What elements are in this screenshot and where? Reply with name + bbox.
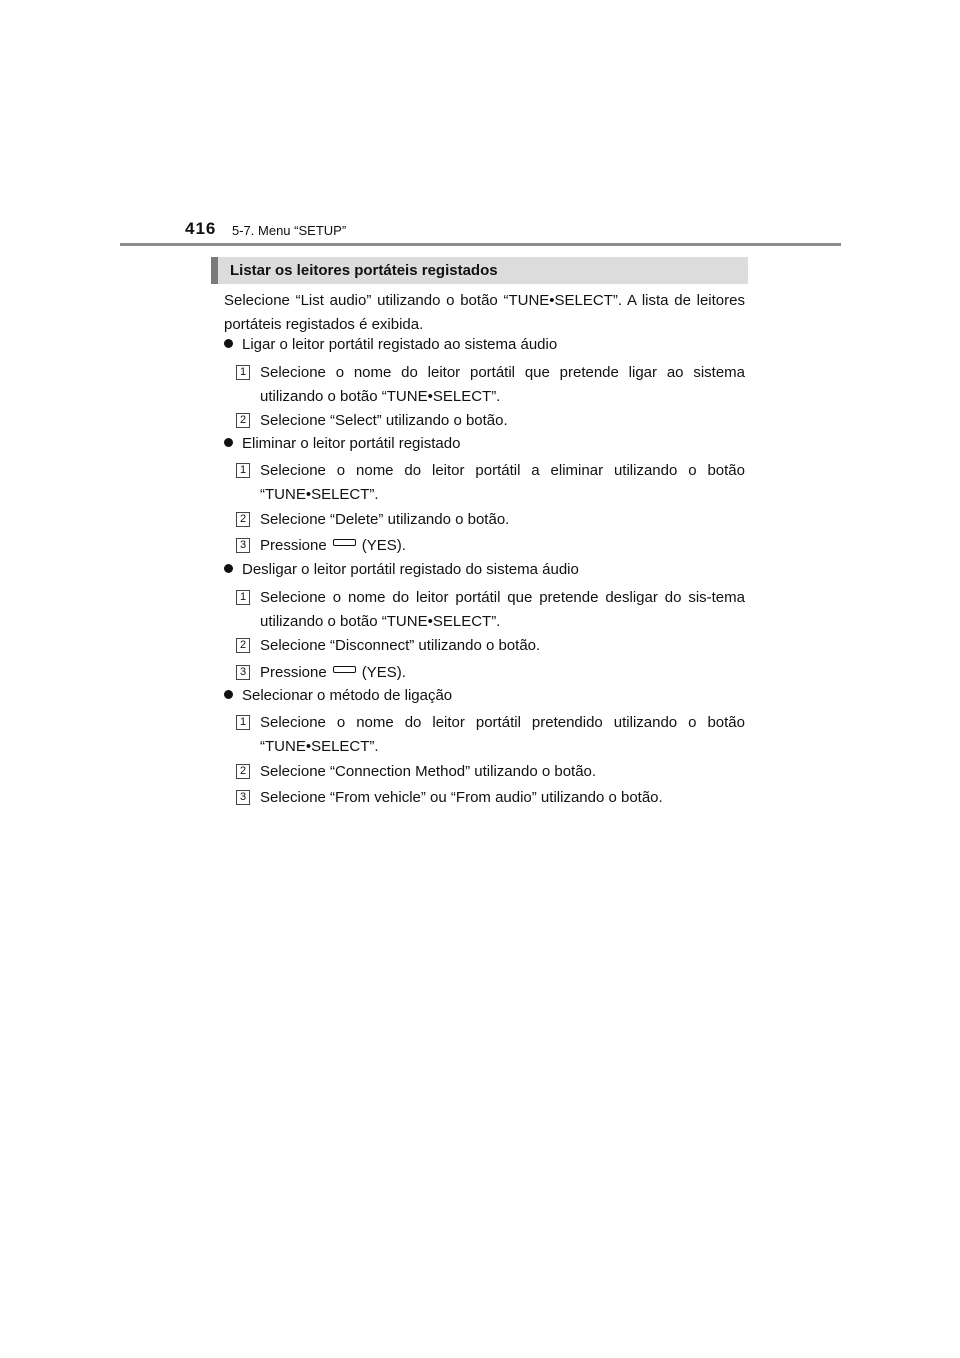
step [236, 508, 745, 532]
step-text: Selecione o nome do leitor portátil que pretende ligar ao sistema utilizando o botão “TUNE•SELECT”. [260, 364, 745, 405]
step [236, 361, 745, 409]
step-number-badge: 3 [236, 665, 250, 680]
rectangular-button-icon [333, 539, 356, 546]
step-number-badge: 2 [236, 512, 250, 527]
step-number-badge: 1 [236, 715, 250, 730]
running-header: 5-7. Menu “SETUP” [232, 223, 347, 238]
bullet-item [224, 333, 557, 357]
step-text: Selecione o nome do leitor portátil que pretende desligar do sis-tema utilizando o botão “TUNE•SELECT”. [260, 589, 745, 630]
step-number-badge: 2 [236, 413, 250, 428]
bullet-title: Eliminar o leitor portátil registado [242, 435, 461, 452]
step-number-badge: 3 [236, 538, 250, 553]
step-text: Selecione “From vehicle” ou “From audio” utilizando o botão. [260, 789, 663, 806]
rectangular-button-icon [333, 666, 356, 673]
step [236, 534, 745, 558]
bullet-icon [224, 438, 233, 447]
step-text: Selecione o nome do leitor portátil pretendido utilizando o botão “TUNE•SELECT”. [260, 714, 745, 755]
step-text: Selecione o nome do leitor portátil a eliminar utilizando o botão “TUNE•SELECT”. [260, 462, 745, 503]
bullet-icon [224, 339, 233, 348]
bullet-icon [224, 564, 233, 573]
step [236, 459, 745, 507]
bullet-title: Desligar o leitor portátil registado do sistema áudio [242, 561, 579, 578]
bullet-item [224, 432, 460, 456]
step-number-badge: 1 [236, 590, 250, 605]
bullet-icon [224, 690, 233, 699]
step [236, 409, 745, 433]
step [236, 586, 745, 634]
step-text: Selecione “Select” utilizando o botão. [260, 412, 508, 429]
step-number-badge: 2 [236, 638, 250, 653]
bullet-item [224, 558, 579, 582]
step-text: Selecione “Delete” utilizando o botão. [260, 511, 510, 528]
step-text [260, 661, 745, 685]
step-number-badge: 3 [236, 790, 250, 805]
step-number-badge: 1 [236, 365, 250, 380]
step [236, 760, 745, 784]
bullet-item [224, 684, 452, 708]
bullet-title: Ligar o leitor portátil registado ao sistema áudio [242, 336, 558, 353]
step-number-badge: 1 [236, 463, 250, 478]
bullet-title: Selecionar o método de ligação [242, 687, 453, 704]
step-number-badge: 2 [236, 764, 250, 779]
step-text-after: (YES). [361, 537, 406, 554]
step [236, 711, 745, 759]
step [236, 634, 745, 658]
section-banner [211, 257, 748, 284]
step [236, 786, 745, 810]
step-text-after: (YES). [361, 664, 406, 681]
step-text [260, 534, 745, 558]
step-text-before: Pressione [260, 664, 327, 681]
section-title: Listar os leitores portáteis registados [230, 262, 498, 279]
step-text: Selecione “Connection Method” utilizando o botão. [260, 763, 597, 780]
page-number: 416 [185, 219, 217, 238]
step [236, 661, 745, 685]
step-text-before: Pressione [260, 537, 327, 554]
intro-paragraph: Selecione “List audio” utilizando o botão “TUNE•SELECT”. A lista de leitores portáteis registados é exibida. [224, 292, 745, 333]
step-text: Selecione “Disconnect” utilizando o botão. [260, 637, 541, 654]
header-rule [120, 243, 841, 246]
